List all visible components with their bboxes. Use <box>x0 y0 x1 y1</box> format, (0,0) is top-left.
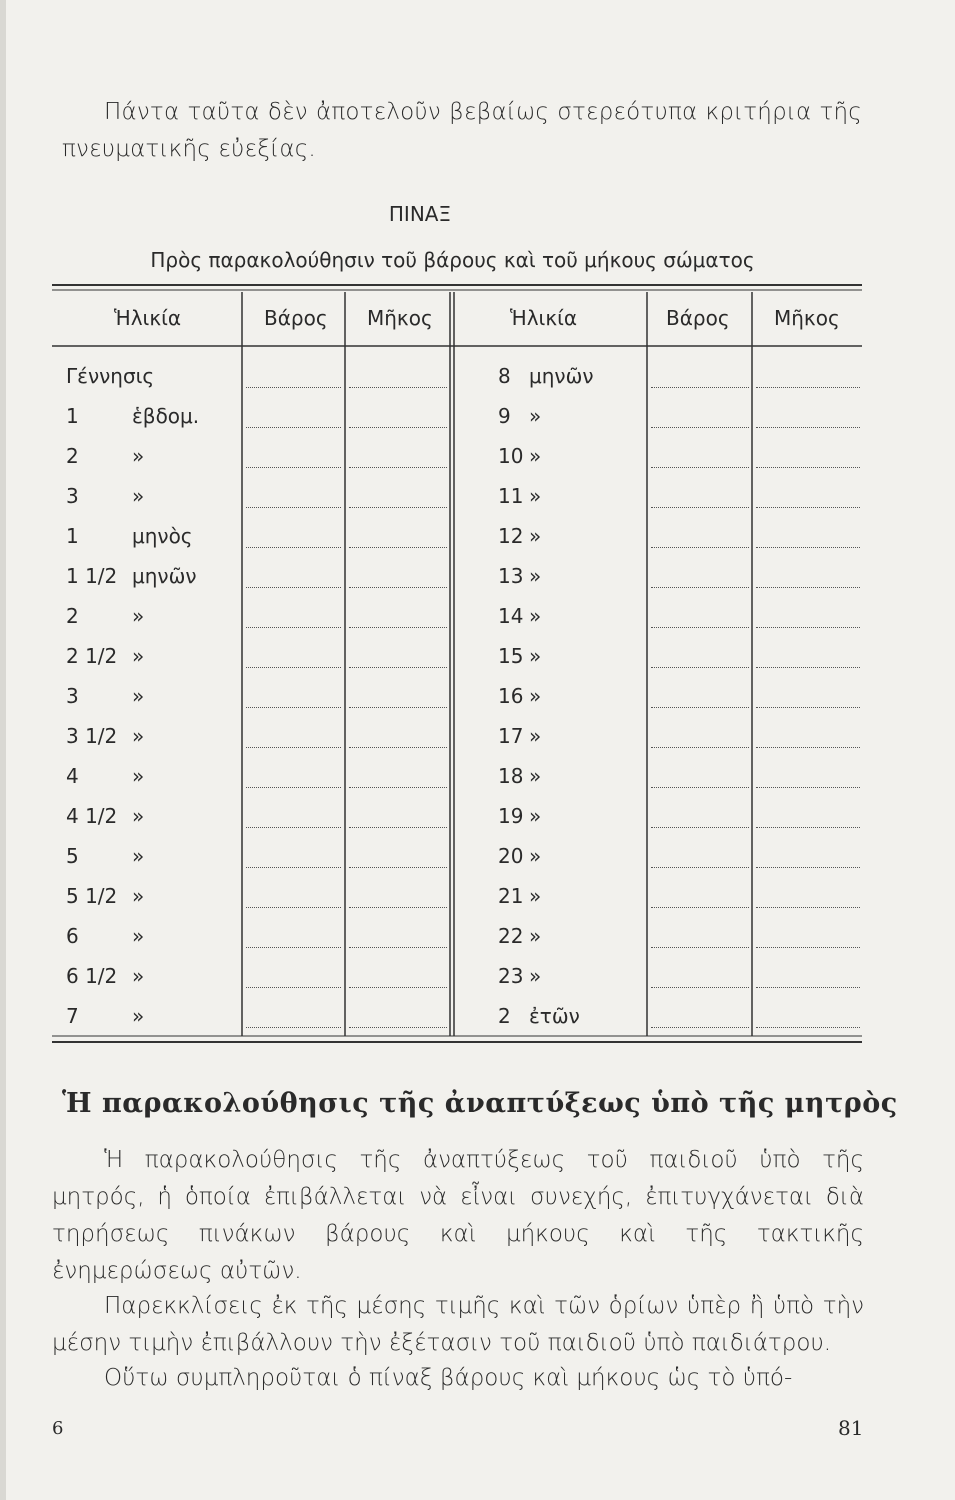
dotted-fill-line <box>756 907 860 908</box>
left-unit-cell: » <box>132 684 145 708</box>
dotted-fill-line <box>349 547 447 548</box>
dotted-fill-line <box>349 467 447 468</box>
left-unit-cell: » <box>132 604 145 628</box>
table-row <box>52 604 862 644</box>
left-age-cell: 6 1/2 <box>66 964 118 988</box>
table-row <box>52 924 862 964</box>
dotted-fill-line <box>651 787 749 788</box>
right-unit-cell: » <box>529 844 542 868</box>
dotted-fill-line <box>651 427 749 428</box>
dotted-fill-line <box>246 827 341 828</box>
table-row <box>52 404 862 444</box>
dotted-fill-line <box>349 947 447 948</box>
left-unit-cell: » <box>132 484 145 508</box>
left-unit-cell: ἑβδομ. <box>132 404 200 428</box>
left-unit-cell: » <box>132 964 145 988</box>
left-age-cell: 1 1/2 <box>66 564 118 588</box>
left-unit-cell: μηνὸς <box>132 524 193 548</box>
right-age-cell: 22 <box>498 924 524 948</box>
dotted-fill-line <box>756 867 860 868</box>
dotted-fill-line <box>756 427 860 428</box>
dotted-fill-line <box>246 947 341 948</box>
left-unit-cell: » <box>132 444 145 468</box>
left-unit-cell: μηνῶν <box>132 564 197 588</box>
table-row <box>52 964 862 1004</box>
dotted-fill-line <box>349 907 447 908</box>
right-unit-cell: » <box>529 604 542 628</box>
left-unit-cell: » <box>132 924 145 948</box>
dotted-fill-line <box>349 747 447 748</box>
dotted-fill-line <box>651 627 749 628</box>
dotted-fill-line <box>756 547 860 548</box>
right-age-cell: 8 <box>498 364 511 388</box>
dotted-fill-line <box>246 867 341 868</box>
dotted-fill-line <box>246 627 341 628</box>
right-age-cell: 23 <box>498 964 524 988</box>
dotted-fill-line <box>756 627 860 628</box>
dotted-fill-line <box>756 947 860 948</box>
left-age-cell: 2 <box>66 604 79 628</box>
table-row <box>52 684 862 724</box>
left-age-cell: 1 <box>66 404 79 428</box>
dotted-fill-line <box>756 507 860 508</box>
left-age-cell: 2 <box>66 444 79 468</box>
dotted-fill-line <box>651 667 749 668</box>
dotted-fill-line <box>246 667 341 668</box>
intro-paragraph: Πάντα ταῦτα δὲν ἀποτελοῦν βεβαίως στερεότυπα κριτήρια τῆς πνευματικῆς εὐεξίας. <box>62 99 862 162</box>
left-age-cell: 3 1/2 <box>66 724 118 748</box>
dotted-fill-line <box>756 1027 860 1028</box>
left-unit-cell: » <box>132 644 145 668</box>
left-age-cell: 6 <box>66 924 79 948</box>
dotted-fill-line <box>246 747 341 748</box>
right-unit-cell: » <box>529 564 542 588</box>
left-age-cell: 3 <box>66 684 79 708</box>
left-age-cell: 4 <box>66 764 79 788</box>
right-age-cell: 9 <box>498 404 511 428</box>
dotted-fill-line <box>651 867 749 868</box>
right-unit-cell: » <box>529 444 542 468</box>
right-age-cell: 15 <box>498 644 524 668</box>
right-unit-cell: » <box>529 404 542 428</box>
dotted-fill-line <box>651 827 749 828</box>
left-age-cell: 4 1/2 <box>66 804 118 828</box>
dotted-fill-line <box>651 387 749 388</box>
right-age-cell: 18 <box>498 764 524 788</box>
dotted-fill-line <box>651 707 749 708</box>
right-unit-cell: » <box>529 764 542 788</box>
header-length-left: Μῆκος <box>367 306 433 330</box>
dotted-fill-line <box>651 507 749 508</box>
right-age-cell: 19 <box>498 804 524 828</box>
left-age-cell: 5 <box>66 844 79 868</box>
left-age-cell: 1 <box>66 524 79 548</box>
dotted-fill-line <box>349 987 447 988</box>
table-row <box>52 804 862 844</box>
page-number-left: 6 <box>52 1418 64 1439</box>
left-unit-cell: » <box>132 764 145 788</box>
left-age-cell: 3 <box>66 484 79 508</box>
left-age-cell: 7 <box>66 1004 79 1028</box>
right-unit-cell: » <box>529 524 542 548</box>
section-title: Ἡ παρακολούθησις τῆς ἀναπτύξεως ὑπὸ τῆς μητρὸς <box>62 1088 898 1119</box>
right-age-cell: 21 <box>498 884 524 908</box>
right-unit-cell: » <box>529 884 542 908</box>
dotted-fill-line <box>246 467 341 468</box>
dotted-fill-line <box>349 867 447 868</box>
dotted-fill-line <box>756 747 860 748</box>
dotted-fill-line <box>651 907 749 908</box>
dotted-fill-line <box>756 587 860 588</box>
dotted-fill-line <box>246 707 341 708</box>
paragraph-1: Ἡ παρακολούθησις τῆς ἀναπτύξεως τοῦ παιδιοῦ ὑπὸ τῆς μητρός, ἡ ὁποία ἐπιβάλλεται νὰ εἶναι συνεχής, ἐπιτυγχάνεται διὰ τηρήσεως πινάκων βάρους καὶ μήκους καὶ τῆς τακτικῆς ἐνημερώσεως αὐτῶν. <box>52 1147 864 1284</box>
table-row <box>52 1004 862 1044</box>
dotted-fill-line <box>651 1027 749 1028</box>
right-age-cell: 2 <box>498 1004 511 1028</box>
page-number-right: 81 <box>838 1416 864 1440</box>
table-row <box>52 484 862 524</box>
dotted-fill-line <box>651 747 749 748</box>
right-age-cell: 16 <box>498 684 524 708</box>
paragraph-3: Οὕτω συμπληροῦται ὁ πίναξ βάρους καὶ μήκους ὡς τὸ ὑπό- <box>104 1365 793 1391</box>
dotted-fill-line <box>246 507 341 508</box>
dotted-fill-line <box>246 987 341 988</box>
right-unit-cell: » <box>529 964 542 988</box>
left-unit-cell: » <box>132 804 145 828</box>
dotted-fill-line <box>651 987 749 988</box>
right-age-cell: 20 <box>498 844 524 868</box>
header-age-left: Ἡλικία <box>114 306 182 330</box>
dotted-fill-line <box>756 987 860 988</box>
dotted-fill-line <box>246 587 341 588</box>
dotted-fill-line <box>349 827 447 828</box>
dotted-fill-line <box>349 627 447 628</box>
right-age-cell: 14 <box>498 604 524 628</box>
dotted-fill-line <box>756 467 860 468</box>
dotted-fill-line <box>349 667 447 668</box>
left-unit-cell: » <box>132 724 145 748</box>
right-age-cell: 12 <box>498 524 524 548</box>
header-length-right: Μῆκος <box>774 306 840 330</box>
left-age-cell: 5 1/2 <box>66 884 118 908</box>
table-row <box>52 764 862 804</box>
left-age-cell: 2 1/2 <box>66 644 118 668</box>
table-subtitle: Πρὸς παρακολούθησιν τοῦ βάρους καὶ τοῦ μήκους σώματος <box>150 248 755 272</box>
table-row <box>52 444 862 484</box>
table-row <box>52 364 862 404</box>
dotted-fill-line <box>349 587 447 588</box>
dotted-fill-line <box>756 667 860 668</box>
table-row <box>52 884 862 924</box>
dotted-fill-line <box>651 547 749 548</box>
table-row <box>52 724 862 764</box>
dotted-fill-line <box>246 547 341 548</box>
dotted-fill-line <box>246 787 341 788</box>
right-unit-cell: » <box>529 684 542 708</box>
dotted-fill-line <box>651 467 749 468</box>
right-unit-cell: » <box>529 724 542 748</box>
right-unit-cell: » <box>529 924 542 948</box>
right-age-cell: 11 <box>498 484 524 508</box>
dotted-fill-line <box>349 707 447 708</box>
dotted-fill-line <box>246 387 341 388</box>
left-unit-cell: » <box>132 1004 145 1028</box>
growth-table <box>52 284 862 1045</box>
left-age-cell: Γέννησις <box>66 364 155 388</box>
dotted-fill-line <box>756 787 860 788</box>
header-weight-right: Βάρος <box>666 306 730 330</box>
right-age-cell: 10 <box>498 444 524 468</box>
table-row <box>52 564 862 604</box>
right-unit-cell: ἐτῶν <box>529 1004 580 1028</box>
right-unit-cell: » <box>529 644 542 668</box>
left-unit-cell: » <box>132 884 145 908</box>
dotted-fill-line <box>349 387 447 388</box>
table-row <box>52 844 862 884</box>
dotted-fill-line <box>756 707 860 708</box>
right-age-cell: 13 <box>498 564 524 588</box>
right-age-cell: 17 <box>498 724 524 748</box>
right-unit-cell: » <box>529 804 542 828</box>
dotted-fill-line <box>246 427 341 428</box>
dotted-fill-line <box>756 827 860 828</box>
dotted-fill-line <box>349 507 447 508</box>
dotted-fill-line <box>349 1027 447 1028</box>
dotted-fill-line <box>651 587 749 588</box>
table-title: ΠΙΝΑΞ <box>388 202 452 226</box>
dotted-fill-line <box>349 787 447 788</box>
right-unit-cell: » <box>529 484 542 508</box>
dotted-fill-line <box>651 947 749 948</box>
header-age-right: Ἡλικία <box>510 306 578 330</box>
table-row <box>52 524 862 564</box>
table-row <box>52 644 862 684</box>
dotted-fill-line <box>246 1027 341 1028</box>
dotted-fill-line <box>756 387 860 388</box>
header-weight-left: Βάρος <box>264 306 328 330</box>
paragraph-2: Παρεκκλίσεις ἐκ τῆς μέσης τιμῆς καὶ τῶν ὁρίων ὑπὲρ ἢ ὑπὸ τὴν μέσην τιμὴν ἐπιβάλλουν τὴν ἐξέτασιν τοῦ παιδιοῦ ὑπὸ παιδιάτρου. <box>52 1293 864 1356</box>
right-unit-cell: μηνῶν <box>529 364 594 388</box>
dotted-fill-line <box>349 427 447 428</box>
dotted-fill-line <box>246 907 341 908</box>
left-unit-cell: » <box>132 844 145 868</box>
